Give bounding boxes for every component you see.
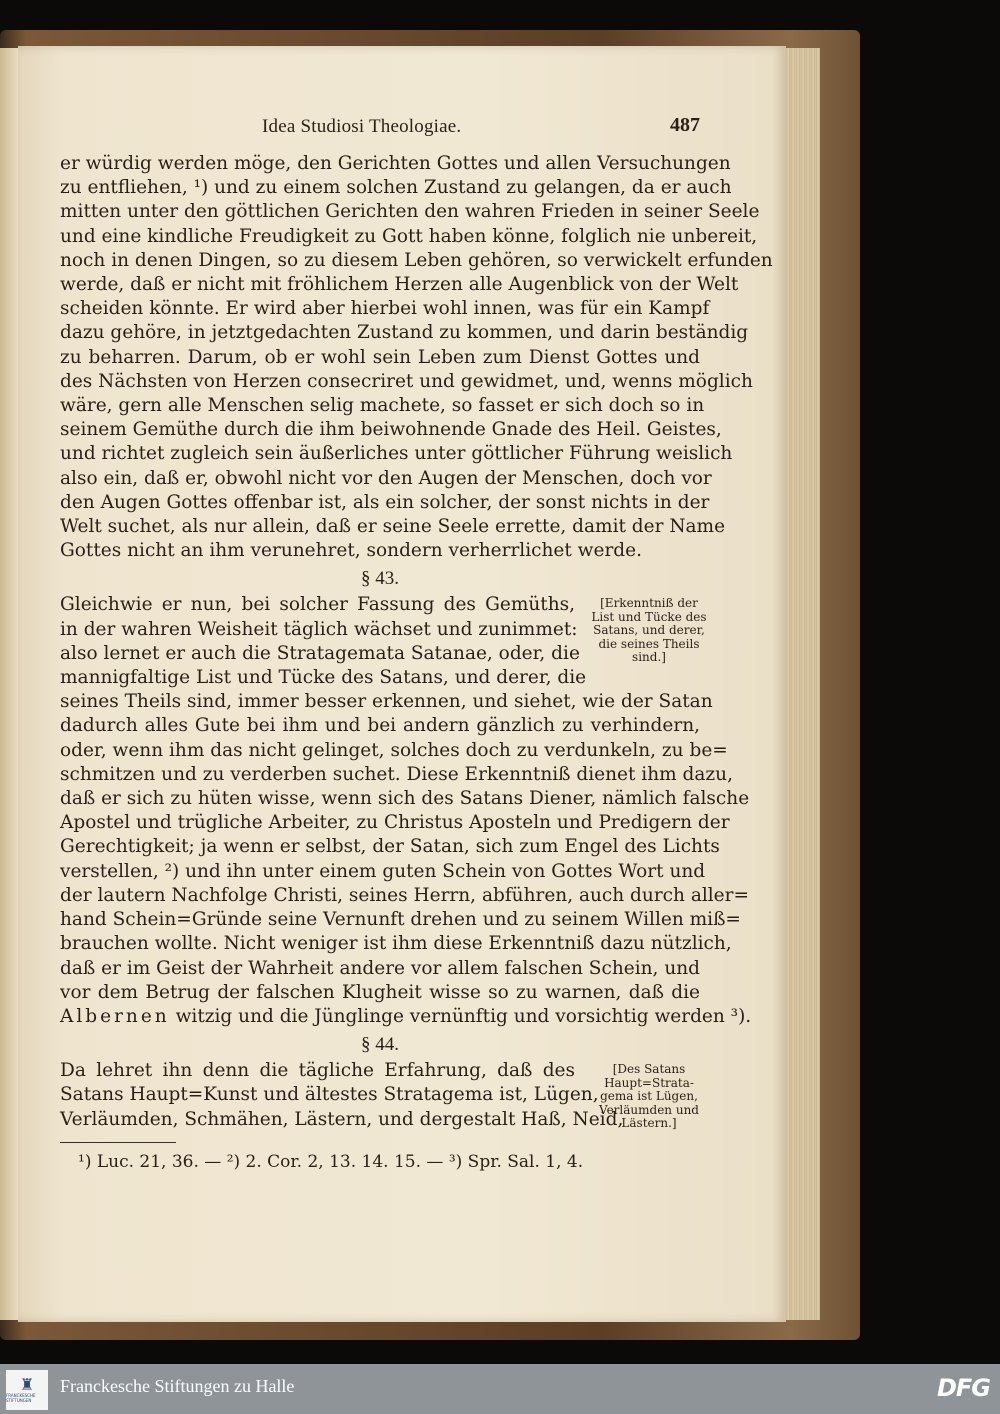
text-line: vor dem Betrug der falschen Klugheit wisse so zu warnen, daß die bbox=[60, 981, 700, 1003]
text-line: seinem Gemüthe durch die ihm beiwohnende Gnade des Heil. Geistes, bbox=[60, 419, 722, 441]
marginal-note-44: [Des Satans Haupt=Strata-gema ist Lügen, Verläumden und Lästern.] bbox=[599, 1062, 699, 1131]
text-line: zu beharren. Darum, ob er wohl sein Leben zum Dienst Gottes und bbox=[60, 346, 700, 368]
section-44-opening bbox=[60, 1059, 624, 1132]
footer-bar bbox=[0, 1364, 1000, 1414]
text-line: Gerechtigkeit; ja wenn er selbst, der Satan, sich zum Engel des Lichts bbox=[60, 836, 720, 858]
text-line: verstellen, ²) und ihn unter einem guten Schein von Gottes Wort und bbox=[60, 860, 706, 882]
emphasized-word: Albernen bbox=[60, 1005, 170, 1027]
text-line: zu entfliehen, ¹) und zu einem solchen Zustand zu gelangen, da er auch bbox=[60, 177, 732, 199]
section-43-noted-block bbox=[60, 593, 707, 690]
last-line-rest: witzig und die Jünglinge vernünftig und vorsichtig werden ³). bbox=[169, 1005, 752, 1027]
text-line: brauchen wollte. Nicht weniger ist ihm diese Erkenntniß dazu nützlich, bbox=[60, 933, 732, 955]
text-line: Satans Haupt=Kunst und ältestes Stratagema ist, Lügen, bbox=[60, 1084, 599, 1106]
running-title: Idea Studiosi Theologiae. bbox=[262, 116, 462, 137]
section-43-heading: § 43. bbox=[361, 568, 399, 590]
marginal-note-43: [Erkenntniß der List und Tücke des Satans, und derer, die seines Theils sind.] bbox=[591, 596, 707, 665]
paragraph-1 bbox=[60, 152, 773, 563]
book-page bbox=[18, 46, 786, 1322]
text-line: des Nächsten von Herzen consecriret und gewidmet, und, wenns möglich bbox=[60, 370, 753, 392]
text-line: schmitzen und zu verderben suchet. Diese Erkenntniß dienet ihm dazu, bbox=[60, 763, 733, 785]
text-line: daß er im Geist der Wahrheit andere vor allem falschen Schein, und bbox=[60, 957, 700, 979]
text-line: werde, daß er nicht mit fröhlichem Herzen alle Augenblick von der Welt bbox=[60, 274, 739, 296]
section-43-opening bbox=[60, 593, 587, 690]
text-line: Gleichwie er nun, bei solcher Fassung des Gemüths, bbox=[60, 594, 575, 616]
text-line: wäre, gern alle Menschen selig machete, so fasset er sich doch so in bbox=[60, 395, 705, 417]
text-line: oder, wenn ihm das nicht gelinget, solches doch zu verdunkeln, zu be= bbox=[60, 739, 728, 761]
page-number: 487 bbox=[670, 114, 700, 136]
text-line: hand Schein=Gründe seine Vernunft drehen und zu seinem Willen miß= bbox=[60, 909, 741, 931]
text-line: seines Theils sind, immer besser erkennen, und siehet, wie der Satan bbox=[60, 691, 713, 713]
text-line: Welt suchet, als nur allein, daß er seine Seele errette, damit der Name bbox=[60, 516, 726, 538]
left-page-edge bbox=[0, 48, 18, 1320]
text-line: Gottes nicht an ihm verunehret, sondern verherrlichet werde. bbox=[60, 540, 642, 562]
text-line: also lernet er auch die Stratagemata Satanae, oder, die bbox=[60, 642, 580, 664]
text-line: den Augen Gottes offenbar ist, als ein solcher, der sonst nichts in der bbox=[60, 491, 710, 513]
text-line: und richtet zugleich sein äußerliches unter göttlicher Führung weislich bbox=[60, 443, 733, 465]
text-line: Da lehret ihn denn die tägliche Erfahrung, daß des bbox=[60, 1060, 575, 1082]
text-line: in der wahren Weisheit täglich wächset und zunimmet: bbox=[60, 618, 578, 640]
building-icon: ♜ bbox=[19, 1375, 35, 1394]
dfg-logo[interactable]: DFG bbox=[936, 1374, 990, 1402]
text-line: der lautern Nachfolge Christi, seines Herrn, abführen, auch durch aller= bbox=[60, 884, 749, 906]
text-line: scheiden könnte. Er wird aber hierbei wohl innen, was für ein Kampf bbox=[60, 298, 710, 320]
footnotes: ¹) Luc. 21, 36. — ²) 2. Cor. 2, 13. 14. 15. — ³) Spr. Sal. 1, 4. bbox=[78, 1151, 584, 1172]
logo-text: FRANCKESCHE STIFTUNGEN bbox=[6, 1393, 36, 1403]
footnote-rule bbox=[60, 1142, 176, 1143]
text-line: mitten unter den göttlichen Gerichten den wahren Frieden in seiner Seele bbox=[60, 201, 760, 223]
text-line: daß er sich zu hüten wisse, wenn sich des Satans Diener, nämlich falsche bbox=[60, 788, 750, 810]
text-line: dadurch alles Gute bei ihm und bei andern gänzlich zu verhindern, bbox=[60, 715, 700, 737]
text-line: und eine kindliche Freudigkeit zu Gott haben könne, folglich nie unbereit, bbox=[60, 225, 758, 247]
page-content bbox=[60, 114, 773, 1173]
section-43-last-line bbox=[60, 1005, 752, 1029]
text-line: also ein, daß er, obwohl nicht vor den Augen der Menschen, doch vor bbox=[60, 467, 712, 489]
text-line: mannigfaltige List und Tücke des Satans, und derer, die bbox=[60, 667, 587, 689]
text-line: noch in denen Dingen, so zu diesem Leben gehören, so verwickelt erfunden bbox=[60, 249, 773, 271]
text-line: dazu gehöre, in jetztgedachten Zustand zu kommen, und darin beständig bbox=[60, 322, 749, 344]
institution-logo[interactable] bbox=[6, 1370, 48, 1410]
institution-name[interactable]: Franckesche Stiftungen zu Halle bbox=[60, 1376, 295, 1396]
section-44-heading: § 44. bbox=[361, 1034, 399, 1056]
text-line: Apostel und trügliche Arbeiter, zu Christus Aposteln und Predigern der bbox=[60, 812, 730, 834]
section-43-body bbox=[60, 690, 750, 1005]
section-44-noted-block bbox=[60, 1059, 700, 1132]
text-line: Verläumden, Schmähen, Lästern, und dergestalt Haß, Neid, bbox=[60, 1108, 624, 1130]
text-line: er würdig werden möge, den Gerichten Gottes und allen Versuchungen bbox=[60, 153, 731, 174]
running-head bbox=[60, 116, 700, 152]
